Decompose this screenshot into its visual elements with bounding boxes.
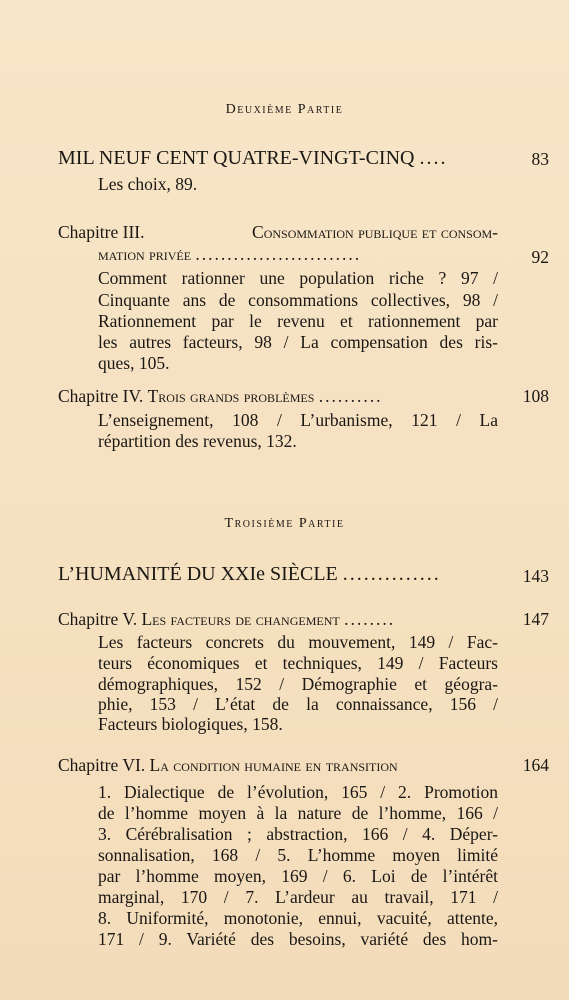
- page-number: 83: [531, 149, 549, 169]
- part-heading: Deuxième Partie: [225, 102, 344, 117]
- section-title: [58, 147, 447, 170]
- chapter-name: La condition humaine en transition: [149, 755, 398, 775]
- chapter-number: Chapitre IV.: [58, 386, 144, 406]
- subentry-line: marginal, 170 / 7. L’ardeur au travail, 171 /: [98, 887, 498, 907]
- page-number: 147: [522, 609, 549, 629]
- subentry: Les choix, 89.: [98, 174, 198, 194]
- subentry-line: Rationnement par le revenu et rationnement par: [98, 311, 498, 331]
- chapter-title-cont: [98, 244, 361, 265]
- chapter-number: Chapitre V.: [58, 609, 138, 629]
- chapter-name: Consommation publique et consom-: [252, 222, 498, 242]
- subentry-line: de l’homme moyen à la nature de l’homme, 166 /: [98, 803, 498, 823]
- leader-dots: ........: [344, 609, 396, 629]
- section-title-text: L’HUMANITÉ DU XXIe SIÈCLE: [58, 563, 338, 585]
- chapter-number: Chapitre III.: [58, 222, 145, 242]
- subentry-line: 1. Dialectique de l’évolution, 165 / 2. Promotion: [98, 782, 498, 802]
- subentry-line: par l’homme moyen, 169 / 6. Loi de l’intérêt: [98, 866, 498, 886]
- section-title: [58, 563, 441, 586]
- subentry-line: Cinquante ans de consommations collectives, 98 /: [98, 290, 498, 310]
- chapter-name: mation privée: [98, 244, 192, 264]
- subentry-line: répartition des revenus, 132.: [98, 431, 297, 451]
- leader-dots: ..........: [318, 386, 383, 406]
- subentry-line: Facteurs biologiques, 158.: [98, 714, 283, 734]
- subentry-line: Les facteurs concrets du mouvement, 149 / Fac-: [98, 632, 498, 652]
- subentry-line: 3. Cérébralisation ; abstraction, 166 / 4. Déper-: [98, 824, 498, 844]
- page-number: 108: [522, 386, 549, 406]
- subentry-line: Comment rationner une population riche ? 97 /: [98, 268, 498, 288]
- subentry-line: 8. Uniformité, monotonie, ennui, vacuité, attente,: [98, 908, 498, 928]
- subentry-line: teurs économiques et techniques, 149 / Facteurs: [98, 653, 498, 673]
- chapter-title: [58, 222, 498, 243]
- chapter-name: Les facteurs de changement: [141, 609, 340, 629]
- page-number: 92: [531, 247, 549, 267]
- subentry-line: démographiques, 152 / Démographie et géogra-: [98, 674, 498, 694]
- subentry-line: les autres facteurs, 98 / La compensation des ris-: [98, 332, 498, 352]
- chapter-title: [58, 386, 383, 407]
- subentry-line: 171 / 9. Variété des besoins, variété des hom-: [98, 929, 498, 949]
- page-number: 164: [522, 755, 549, 775]
- chapter-number: Chapitre VI.: [58, 755, 146, 775]
- subentry-line: L’enseignement, 108 / L’urbanisme, 121 / La: [98, 410, 498, 430]
- page-number: 143: [522, 566, 549, 586]
- subentry-line: ques, 105.: [98, 353, 170, 373]
- leader-dots: ..........................: [195, 244, 362, 264]
- chapter-name: Trois grands problèmes: [147, 386, 315, 406]
- part-heading: Troisième Partie: [224, 516, 345, 531]
- chapter-title: [58, 609, 395, 630]
- leader-dots: ....: [419, 147, 448, 169]
- subentry-line: phie, 153 / L’état de la connaissance, 156 /: [98, 694, 498, 714]
- subentry-line: sonnalisation, 168 / 5. L’homme moyen limité: [98, 845, 498, 865]
- section-title-text: MIL NEUF CENT QUATRE-VINGT-CINQ: [58, 147, 415, 169]
- chapter-title: [58, 755, 398, 776]
- leader-dots: ..............: [342, 563, 441, 585]
